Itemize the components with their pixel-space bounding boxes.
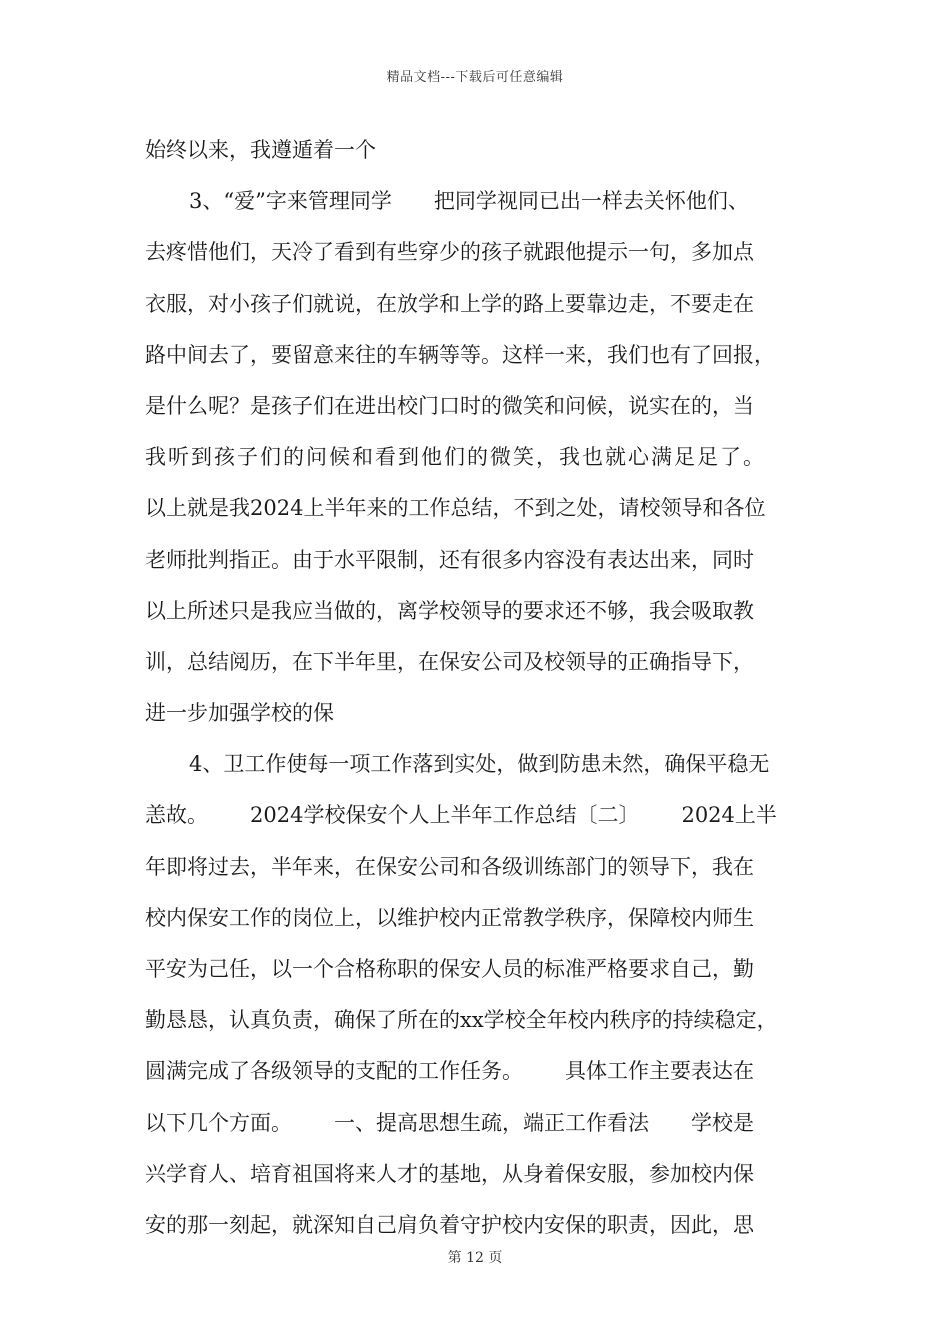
text-line-3: 去疼惜他们，天冷了看到有些穿少的孩子就跟他提示一句，多加点 [145, 240, 754, 265]
text-line-16: 校内保安工作的岗位上，以维护校内正常教学秩序，保障校内师生 [145, 905, 754, 930]
text-line-13: 4、卫工作使每一项工作落到实处，做到防患未然，确保平稳无 [189, 752, 770, 777]
text-line-19: 圆满完成了各级领导的支配的工作任务。 具体工作主要表达在 [145, 1059, 754, 1084]
text-line-4: 衣服，对小孩子们就说，在放学和上学的路上要靠边走，不要走在 [145, 291, 754, 316]
document-body [145, 125, 810, 1251]
text-line-6: 是什么呢？是孩子们在进出校门口时的微笑和问候，说实在的，当 [145, 393, 754, 418]
page-header: 精品文档---下载后可任意编辑 [386, 70, 564, 85]
text-line-5: 路中间去了，要留意来往的车辆等等。这样一来，我们也有了回报， [145, 342, 775, 367]
text-line-10: 以上所述只是我应当做的，离学校领导的要求还不够，我会吸取教 [145, 598, 754, 623]
page-number: 第 12 页 [447, 1250, 503, 1266]
text-line-1: 始终以来，我遵遁着一个 [145, 138, 376, 162]
text-line-7: 我听到孩子们的问候和看到他们的微笑，我也就心满足足了。 [145, 445, 766, 470]
text-line-12: 进一步加强学校的保 [145, 701, 334, 726]
text-line-21: 兴学育人、培育祖国将来人才的基地，从身着保安服，参加校内保 [145, 1161, 754, 1186]
text-line-17: 平安为己任，以一个合格称职的保安人员的标准严格要求自己，勤 [145, 957, 754, 981]
text-line-11: 训，总结阅历，在下半年里，在保安公司及校领导的正确指导下， [145, 649, 754, 674]
text-line-20: 以下几个方面。 一、提高思想生疏，端正工作看法 学校是 [145, 1110, 754, 1135]
text-line-8: 以上就是我2024上半年来的工作总结，不到之处，请校领导和各位 [145, 496, 766, 521]
text-line-15: 年即将过去，半年来，在保安公司和各级训练部门的领导下，我在 [145, 854, 754, 879]
text-line-14: 恙故。 2024学校保安个人上半年工作总结〔二〕 2024上半 [145, 803, 777, 828]
text-line-2: 3、“爱”字来管理同学 把同学视同已出一样去关怀他们、 [189, 189, 749, 214]
text-line-9: 老师批判指正。由于水平限制，还有很多内容没有表达出来，同时 [145, 547, 754, 572]
text-line-22: 安的那一刻起，就深知自己肩负着守护校内安保的职责，因此，思 [145, 1212, 754, 1237]
text-line-18: 勤恳恳，认真负责，确保了所在的xx学校全年校内秩序的持续稳定， [145, 1008, 778, 1033]
